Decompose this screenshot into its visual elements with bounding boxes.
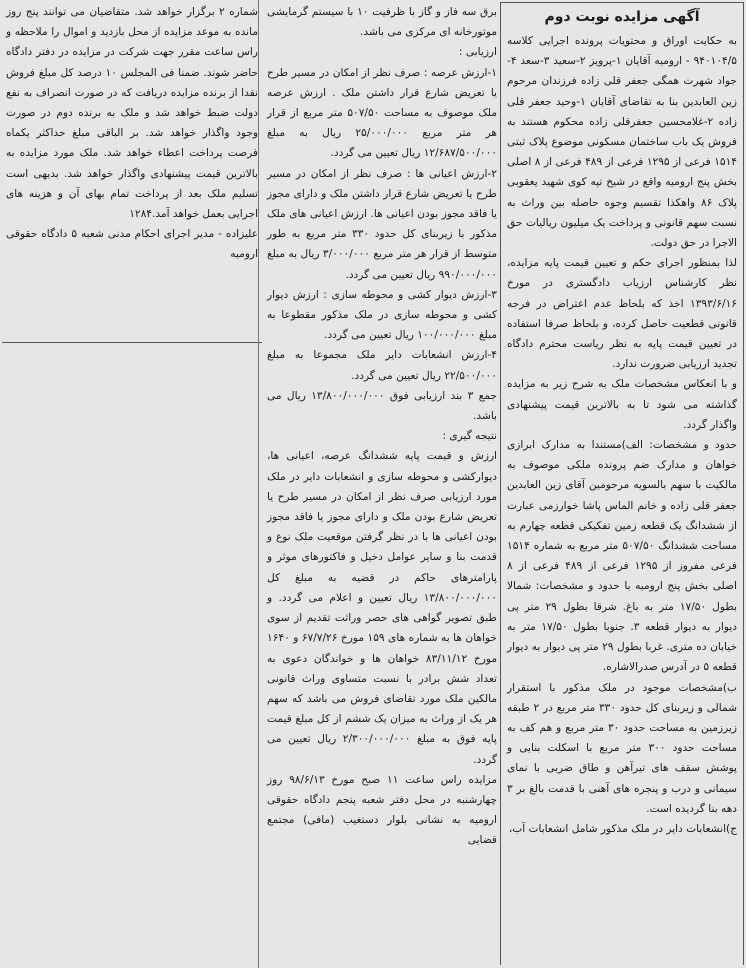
- paragraph: جمع ۳ بند ارزیابی فوق ۱۳/۸۰۰/۰۰۰/۰۰۰ ریال می باشد.: [267, 389, 497, 423]
- right-column: [500, 2, 744, 965]
- paragraph: حدود و مشخصات: الف)مستندا به مدارک ابرازی خواهان و مدارک ضم پرونده ملکی موصوف به مالکیت با سهم بالسویه مرحومین آقای زین العابدین جعفر قلی زاده و خانم الماس پاشا خوارزمی عبارت از ششدانگ یک قطعه زمین تفکیکی قطعه چهارم به مساحت ششدانگ ۵۰۷/۵۰ متر مربع به شماره ۱۵۱۴ فرعی مفروز از ۱۲۹۵ فرعی از ۴۸۹ فرعی از ۸ اصلی بخش پنج ارومیه با حدود و مشخصات: شمالا بطول ۱۷/۵۰ متر به باغ. شرقا بطول ۲۹ متر پی دیوار به دیوار قطعه ۳. جنوبا بطول ۱۷/۵۰ متر به خیابان ده متری. غربا بطول ۲۹ متر پی دیوار به دیوار قطعه ۵ در آدرس صدرالاشاره.: [507, 439, 737, 674]
- paragraph: ۱-ارزش عرصه : صرف نظر از امکان در مسیر طرح یا تعریض شارع قرار داشتن ملک . ارزش عرصه ملک موصوف به مساحت ۵۰۷/۵۰ متر مربع از قرار هر متر مربع ۲۵/۰۰۰/۰۰۰ ریال به مبلغ ۱۲/۶۸۷/۵۰۰/۰۰۰ ریال تعیین می گردد.: [267, 66, 497, 160]
- paragraph: مزایده راس ساعت ۱۱ صبح مورخ ۹۸/۶/۱۳ روز چهارشنبه در محل دفتر شعبه پنجم دادگاه حقوقی ارومیه به نشانی بلوار دستغیب (مافی) مجتمع قضایی: [267, 773, 497, 847]
- column-divider: [258, 0, 259, 968]
- paragraph: ارزش و قیمت پایه ششدانگ عرصه، اعیانی ها، دیوارکشی و محوطه سازی و انشعابات دایر در ملک مورد ارزیابی صرف نظر از امکان در مسیر طرح یا تعریض شارع بودن ملک و دارای مجوز یا فاقد مجوز بودن اعیانی ها با در نظر گرفتن موقعیت ملک نوع و قدمت بنا و سایر عوامل دخیل و فاکتورهای موثر و پارامترهای حاکم در قضیه به مبلغ کل ۱۳/۸۰۰/۰۰۰/۰۰۰ ریال تعیین و اعلام می گردد. و طبق تصویر گواهی های حصر وراثت تقدیم از سوی خواهان ها به شماره های ۱۵۹ مورخ ۶۷/۷/۲۶ و ۱۶۴۰ مورخ ۸۳/۱۱/۱۲ خواهان ها و خواندگان دعوی به تعداد شش برادر با نسبت متساوی وراث قانونی مالکین ملک مورد تقاضای فروش می باشد که سهم هر یک از وراث به میزان یک ششم از کل مبلغ قیمت پایه فوق به مبلغ ۲/۳۰۰/۰۰۰/۰۰۰ ریال تعیین می گردد.: [267, 450, 497, 766]
- paragraph: ۴-ارزش انشعابات دایر ملک مجموعا به مبلغ ۲۲/۵۰۰/۰۰۰ ریال تعیین می گردد.: [267, 349, 497, 382]
- paragraph: و با انعکاس مشخصات ملک به شرح زیر به مزایده گذاشته می شود تا به بالاترین قیمت پیشنهادی واگذار گردد.: [507, 378, 737, 431]
- paragraph: نتیجه گیری :: [442, 430, 497, 443]
- left-column: [2, 2, 262, 343]
- paragraph: ب)مشخصات موجود در ملک مذکور با استقرار شمالی و زیربنای کل حدود ۳۳۰ متر مربع در ۲ طبقه زیرزمین به مساحت حدود ۳۰ متر مربع و هم کف به مساحت حدود ۳۰۰ متر مربع با اسکلت بنایی و پوشش سقف های تیرآهن و طاق ضربی با نمای سیمانی و درب و پنجره های آهنی با قدمت بالغ بر ۳ دهه بنا گردیده است.: [507, 681, 737, 815]
- paragraph: لذا بمنظور اجرای حکم و تعیین قیمت پایه مزایده، نظر کارشناس ارزیاب دادگستری در مورخ ۱۳۹۳/۶/۱۶ اخذ که بلحاظ عدم اعتراض در فرجه قانونی قطعیت حاصل کرده، و بلحاظ صرفا استفاده در تعیین قیمت پایه به نظر ریاست محترم دادگاه تجدید ارزیابی ضرورت ندارد.: [507, 257, 737, 371]
- paragraph: به حکایت اوراق و محتویات پرونده اجرایی کلاسه ۹۴۰۱۰۴/۵ - ارومیه آقایان ۱-پرویز ۲-سعید ۳-سعد ۴-جواد شهرت همگی جعفر قلی زاده فرزندان مرحوم زین العابدین بنا به تقاضای آقایان ۱-وحید جعفر قلی زاده ۲-غلامحسین جعفرقلی زاده محکوم هستند به فروش یک باب ساختمان مسکونی موضوع پلاک ثبتی ۱۵۱۴ فرعی از ۱۲۹۵ فرعی از ۴۸۹ فرعی از ۸ اصلی بخش پنج ارومیه واقع در شیخ تپه کوی شهید یعقوبی پلاک ۸۶ واهکذا تقسیم وجوه حاصله بین وراث به نسبت سهم قانونی و پرداخت یک میلیون ریالیات حق الاجرا در حق دولت.: [507, 35, 737, 250]
- paragraph: ۲-ارزش اعیانی ها : صرف نظر از امکان در مسیر طرح یا تعریض شارع قرار داشتن ملک و دارای مجوز یا فاقد مجوز بودن اعیانی ها. ارزش اعیانی های ملک مذکور با زیربنای کل حدود ۳۳۰ متر مربع به طور متوسط از قرار هر متر مربع ۳/۰۰۰/۰۰۰ ریال به مبلغ ۹۹۰/۰۰۰/۰۰۰ ریال تعیین می گردد.: [267, 167, 497, 281]
- paragraph: ۳-ارزش دیوار کشی و محوطه سازی : ارزش دیوار کشی و محوطه سازی در ملک مذکور مقطوعا به مبلغ ۱۰۰/۰۰۰/۰۰۰ ریال تعیین می گردد.: [267, 288, 497, 342]
- middle-column: [263, 2, 501, 964]
- paragraph: شماره ۲ برگزار خواهد شد. متقاضیان می توانند پنج روز مانده به موعد مزایده از محل بازدید و اموال را ملاحظه و راس ساعت مقرر جهت شرکت در مزایده در دفتر دادگاه حاضر شوند. ضمنا فی المجلس ۱۰ درصد کل مبلغ فروش نقدا از برنده مزایده دریافت که در صورت انصراف به نفع دولت ضبط خواهد شد و ملک به برنده دوم در صورت وجود واگذار خواهد شد. بر الباقی مبلغ حداکثر یکماه فرصت پرداخت اعطاء خواهد شد. ملک مورد مزایده به بالاترین قیمت پیشنهادی واگذار خواهد شد. بدیهی است تسلیم ملک بعد از پرداخت تمام بهای آن و هزینه های اجرایی بعمل خواهد آمد.۱۲۸۴: [6, 6, 259, 221]
- paragraph: ارزیابی :: [458, 46, 497, 59]
- paragraph: برق سه فاز و گاز با ظرفیت ۱۰ با سیستم گرمایشی موتورخانه ای مرکزی می باشد.: [267, 6, 497, 39]
- signature-line: علیزاده - مدیر اجرای احکام مدنی شعبه ۵ دادگاه حقوقی ارومیه: [6, 228, 258, 261]
- notice-title: آگهی مزایده نوبت دوم: [544, 9, 700, 25]
- paragraph: ج)انشعابات دایر در ملک مذکور شامل انشعابات آب،: [508, 822, 737, 835]
